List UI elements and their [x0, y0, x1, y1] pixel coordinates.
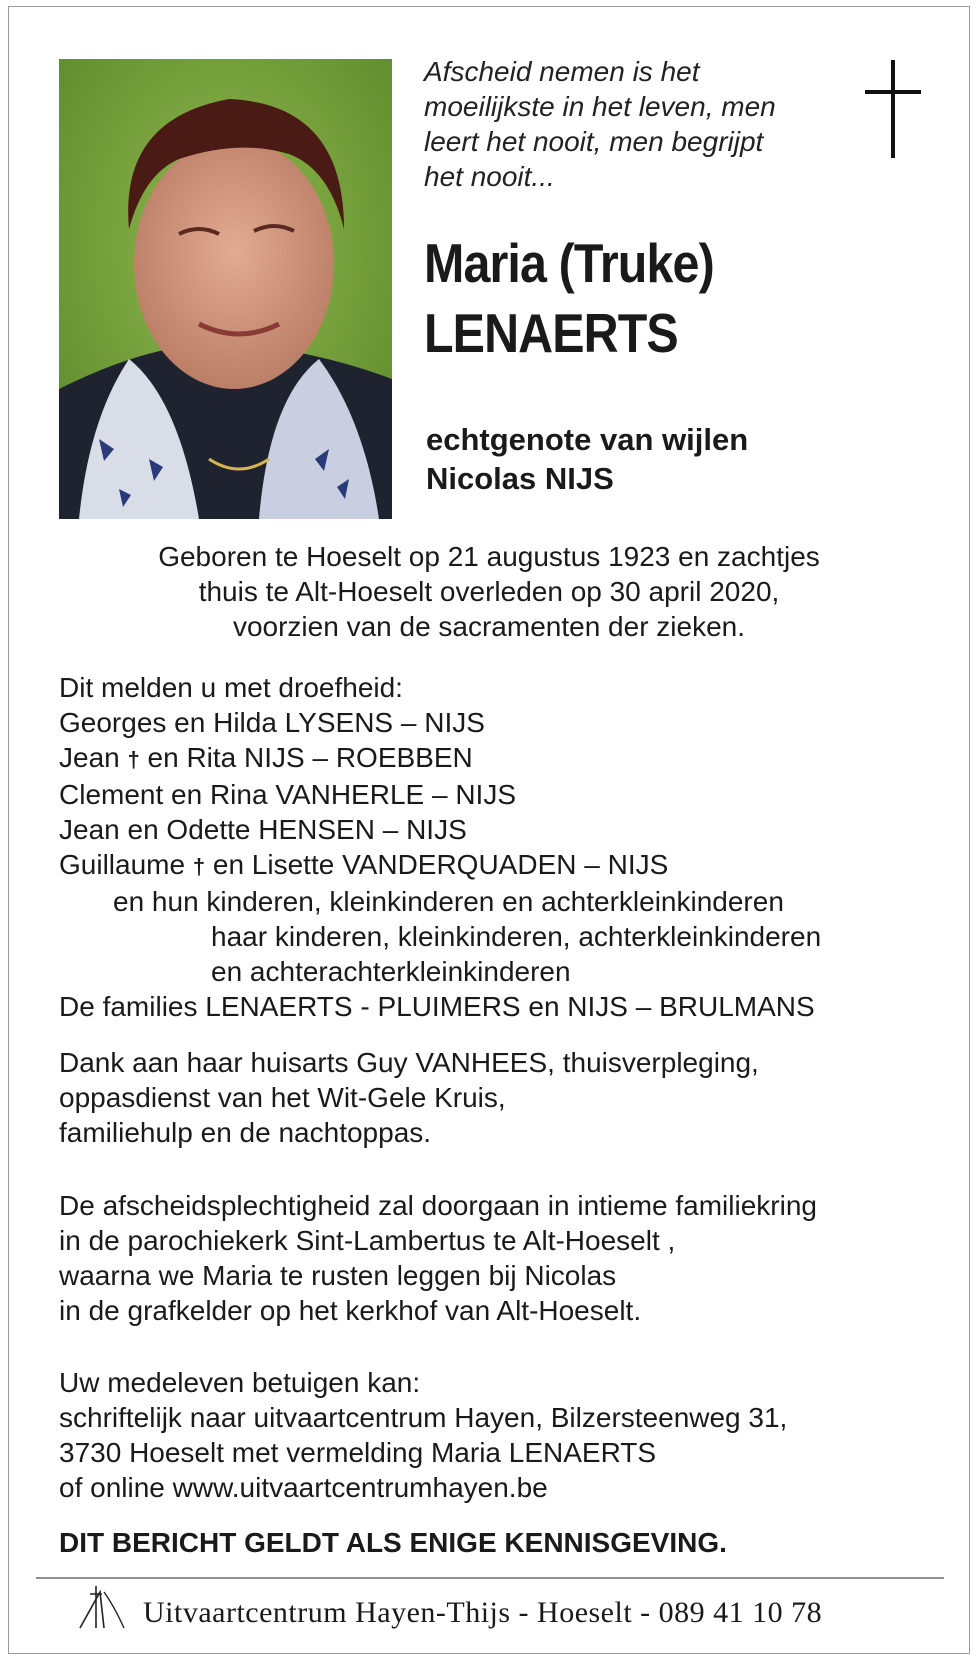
birth-death-info: [59, 539, 919, 644]
born-line: thuis te Alt-Hoeselt overleden op 30 april 2020,: [198, 576, 780, 607]
funeral-home-logo-icon: [76, 1582, 128, 1634]
small-cross-icon: †: [127, 747, 140, 772]
mourner-line: Guillaume † en Lisette VANDERQUADEN – NIJS: [59, 849, 669, 880]
mourner-line: en achterachterkleinkinderen: [211, 956, 571, 987]
thanks-paragraph: Dank aan haar huisarts Guy VANHEES, thuisverpleging, oppasdienst van het Wit-Gele Kruis, familiehulp en de nachtoppas.: [59, 1047, 759, 1148]
deceased-last-name: LENAERTS: [424, 302, 678, 364]
spouse-info: [426, 420, 846, 498]
farewell-quote: [424, 54, 824, 194]
mourner-line: De families LENAERTS - PLUIMERS en NIJS – BRULMANS: [59, 991, 815, 1022]
mourner-line: en hun kinderen, kleinkinderen en achterkleinkinderen: [113, 886, 784, 917]
spouse-line: echtgenote van wijlen: [426, 422, 749, 457]
quote-line: leert het nooit, men begrijpt: [424, 126, 764, 157]
mourner-line: haar kinderen, kleinkinderen, achterkleinkinderen: [211, 921, 822, 952]
condolence-paragraph: Uw medeleven betuigen kan: schriftelijk naar uitvaartcentrum Hayen, Bilzersteenweg 31, 3730 Hoeselt met vermelding Maria LENAERTS of online www.uitvaartcentrumhayen.be: [59, 1367, 788, 1503]
mourner-line: Jean † en Rita NIJS – ROEBBEN: [59, 742, 473, 773]
small-cross-icon: †: [192, 854, 206, 879]
quote-line: moeilijkste in het leven, men: [424, 91, 776, 122]
quote-line: Afscheid nemen is het: [424, 56, 700, 87]
spouse-name: Nicolas NIJS: [426, 461, 614, 496]
born-line: Geboren te Hoeselt op 21 augustus 1923 en zachtjes: [158, 541, 820, 572]
quote-line: het nooit...: [424, 161, 555, 192]
mourners-intro: Dit melden u met droefheid:: [59, 672, 403, 703]
footer-divider: [36, 1577, 944, 1579]
mourner-line: Georges en Hilda LYSENS – NIJS: [59, 707, 485, 738]
portrait-photo: [59, 59, 392, 519]
mourners-list: [59, 670, 939, 1024]
deceased-first-name: Maria (Truke): [424, 232, 714, 294]
mourner-line: Jean en Odette HENSEN – NIJS: [59, 814, 467, 845]
deceased-name: [424, 228, 794, 368]
notice-statement: DIT BERICHT GELDT ALS ENIGE KENNISGEVING.: [59, 1527, 727, 1558]
funeral-home-footer: Uitvaartcentrum Hayen-Thijs - Hoeselt - 089 41 10 78: [143, 1596, 823, 1629]
latin-cross-icon: [865, 60, 921, 160]
born-line: voorzien van de sacramenten der zieken.: [232, 611, 746, 642]
ceremony-paragraph: De afscheidsplechtigheid zal doorgaan in intieme familiekring in de parochiekerk Sint-Lambertus te Alt-Hoeselt , waarna we Maria te rusten leggen bij Nicolas in de grafkelder op het kerkhof van Alt-Hoeselt.: [59, 1190, 817, 1326]
mourner-line: Clement en Rina VANHERLE – NIJS: [59, 779, 516, 810]
